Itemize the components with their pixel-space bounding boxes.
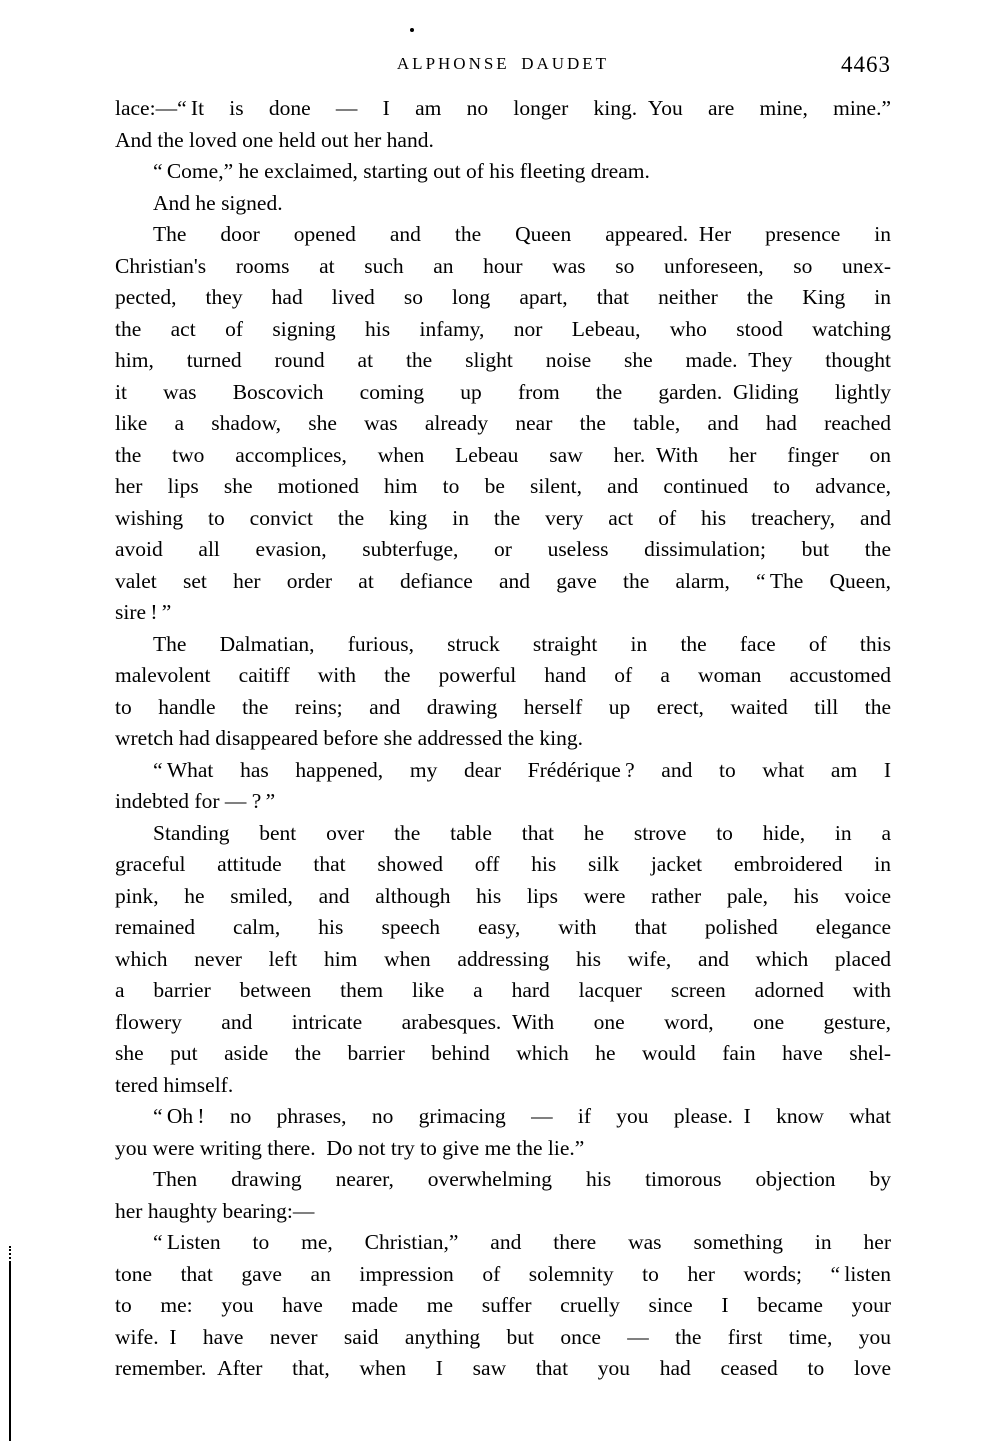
text-line: And the loved one held out her hand. [115,127,434,152]
text-line: him, turned round at the slight noise she made. They thought [115,348,891,372]
text-line: sire ! ” [115,600,172,624]
text-line: wretch had disappeared before she addressed the king. [115,726,584,750]
text-line: remained calm, his speech easy, with that polished elegance [115,915,891,939]
text-line: pected, they had lived so long apart, that neither the King in [115,285,891,309]
text-line: Then drawing nearer, overwhelming his timorous objection by [153,1167,891,1191]
text-line: graceful attitude that showed off his silk jacket embroidered in [115,852,891,876]
text-line: “ Oh ! no phrases, no grimacing — if you please. I know what [153,1104,891,1128]
running-title: ALPHONSE DAUDET [396,54,610,73]
page-number: 4463 [841,52,891,77]
text-line: Christian's rooms at such an hour was so unforeseen, so unex- [115,253,891,278]
text-line: the act of signing his infamy, nor Lebeau, who stood watching [115,316,891,341]
text-line: “ Listen to me, Christian,” and there was something in her [153,1230,891,1254]
text-line: it was Boscovich coming up from the garden. Gliding lightly [115,379,891,404]
page-body [115,93,891,1385]
text-line: malevolent caitiff with the powerful hand of a woman accustomed [115,663,891,687]
text-line: And he signed. [153,190,283,215]
text-line: wishing to convict the king in the very act of his treachery, and [115,505,891,530]
text-line: “ Come,” he exclaimed, starting out of his fleeting dream. [153,159,650,183]
text-line: “ What has happened, my dear Frédérique ? and to what am I [153,757,891,782]
text-line: tered himself. [115,1072,234,1097]
text-line: Standing bent over the table that he strove to hide, in a [153,820,891,845]
text-line: valet set her order at defiance and gave the alarm, “ The Queen, [115,568,891,593]
text-line: like a shadow, she was already near the table, and had reached [115,411,891,435]
text-line: wife. I have never said anything but once — the first time, you [115,1324,891,1349]
text-line: she put aside the barrier behind which he would fain have shel- [115,1041,891,1065]
text-line: you were writing there. Do not try to give me the lie.” [115,1135,585,1160]
text-line: avoid all evasion, subterfuge, or useless dissimulation; but the [115,537,891,561]
text-line: her lips she motioned him to be silent, and continued to advance, [115,474,891,498]
text-line: flowery and intricate arabesques. With one word, one gesture, [115,1009,891,1034]
ink-dot-artifact [410,28,414,32]
text-line: tone that gave an impression of solemnity to her words; “ listen [115,1261,891,1286]
text-line: indebted for — ? ” [115,789,276,813]
scan-edge-artifact-dotted [9,1246,11,1263]
text-line: a barrier between them like a hard lacquer screen adorned with [115,978,891,1002]
text-line: the two accomplices, when Lebeau saw her. With her finger on [115,442,891,467]
text-line: which never left him when addressing his wife, and which placed [115,946,891,971]
text-line: The Dalmatian, furious, struck straight in the face of this [153,631,891,656]
scan-edge-artifact [9,1263,11,1441]
text-line: to me: you have made me suffer cruelly since I became your [115,1293,891,1317]
text-line: lace:—“ It is done — I am no longer king. You are mine, mine.” [115,96,891,120]
text-line: to handle the reins; and drawing herself up erect, waited till the [115,694,891,719]
text-line: her haughty bearing:— [115,1198,315,1223]
text-line: pink, he smiled, and although his lips were rather pale, his voice [115,883,891,908]
text-line: The door opened and the Queen appeared. Her presence in [153,222,891,246]
text-line: remember. After that, when I saw that you had ceased to love [115,1356,891,1380]
